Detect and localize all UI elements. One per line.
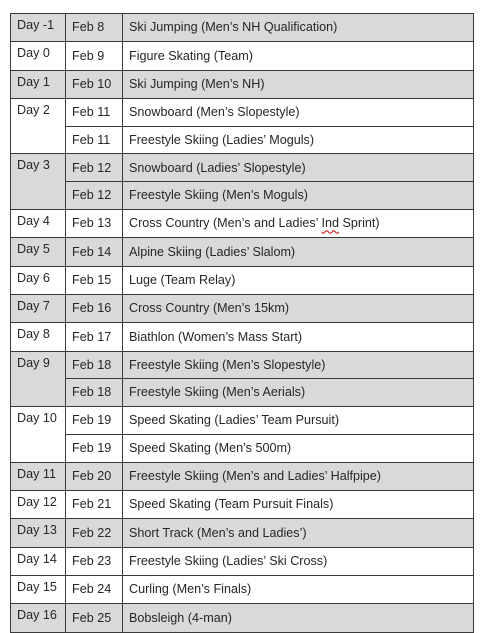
schedule-table <box>10 13 474 633</box>
date-cell: Feb 25 <box>66 604 123 632</box>
table-row <box>11 266 474 294</box>
event-cell: Figure Skating (Team) <box>123 42 474 70</box>
day-cell <box>11 379 66 407</box>
date-cell: Feb 12 <box>66 182 123 210</box>
table-row <box>11 210 474 238</box>
day-cell: Day 15 <box>11 575 66 603</box>
day-cell: Day 6 <box>11 266 66 294</box>
table-row <box>11 462 474 490</box>
event-cell: Curling (Men’s Finals) <box>123 575 474 603</box>
table-row <box>11 407 474 435</box>
date-cell: Feb 19 <box>66 407 123 435</box>
event-text-prefix: Cross Country (Men’s and Ladies’ <box>129 216 322 231</box>
table-row <box>11 154 474 182</box>
day-cell: Day 16 <box>11 604 66 632</box>
table-row <box>11 604 474 632</box>
day-cell: Day 4 <box>11 210 66 238</box>
day-cell <box>11 434 66 462</box>
date-cell: Feb 19 <box>66 434 123 462</box>
date-cell: Feb 23 <box>66 547 123 575</box>
date-cell: Feb 21 <box>66 491 123 519</box>
event-cell: Ski Jumping (Men’s NH Qualification) <box>123 14 474 42</box>
date-cell: Feb 16 <box>66 294 123 322</box>
date-cell: Feb 11 <box>66 98 123 126</box>
event-cell: Snowboard (Ladies’ Slopestyle) <box>123 154 474 182</box>
event-cell: Luge (Team Relay) <box>123 266 474 294</box>
event-text-suffix: Sprint) <box>339 216 380 231</box>
table-row <box>11 434 474 462</box>
date-cell: Feb 12 <box>66 154 123 182</box>
day-cell <box>11 182 66 210</box>
event-cell: Biathlon (Women’s Mass Start) <box>123 323 474 351</box>
event-cell: Freestyle Skiing (Men’s Aerials) <box>123 379 474 407</box>
event-cell: Bobsleigh (4-man) <box>123 604 474 632</box>
event-cell <box>123 210 474 238</box>
date-cell: Feb 15 <box>66 266 123 294</box>
day-cell: Day 5 <box>11 238 66 266</box>
date-cell: Feb 20 <box>66 462 123 490</box>
event-cell: Speed Skating (Ladies’ Team Pursuit) <box>123 407 474 435</box>
event-cell: Cross Country (Men’s 15km) <box>123 294 474 322</box>
date-cell: Feb 18 <box>66 379 123 407</box>
day-cell: Day 9 <box>11 351 66 379</box>
date-cell: Feb 17 <box>66 323 123 351</box>
date-cell: Feb 13 <box>66 210 123 238</box>
table-row <box>11 126 474 154</box>
table-row <box>11 70 474 98</box>
day-cell: Day 2 <box>11 98 66 126</box>
date-cell: Feb 11 <box>66 126 123 154</box>
table-row <box>11 294 474 322</box>
event-cell: Alpine Skiing (Ladies’ Slalom) <box>123 238 474 266</box>
table-row <box>11 98 474 126</box>
table-row <box>11 379 474 407</box>
table-row <box>11 14 474 42</box>
date-cell: Feb 18 <box>66 351 123 379</box>
date-cell: Feb 10 <box>66 70 123 98</box>
event-cell: Speed Skating (Team Pursuit Finals) <box>123 491 474 519</box>
event-cell: Freestyle Skiing (Men’s Moguls) <box>123 182 474 210</box>
table-row <box>11 238 474 266</box>
table-row <box>11 519 474 547</box>
date-cell: Feb 8 <box>66 14 123 42</box>
event-cell: Freestyle Skiing (Men’s Slopestyle) <box>123 351 474 379</box>
day-cell: Day 7 <box>11 294 66 322</box>
table-row <box>11 351 474 379</box>
event-cell: Short Track (Men’s and Ladies’) <box>123 519 474 547</box>
table-row <box>11 491 474 519</box>
day-cell: Day -1 <box>11 14 66 42</box>
day-cell <box>11 126 66 154</box>
event-cell: Freestyle Skiing (Ladies’ Moguls) <box>123 126 474 154</box>
day-cell: Day 1 <box>11 70 66 98</box>
day-cell: Day 8 <box>11 323 66 351</box>
event-cell: Snowboard (Men’s Slopestyle) <box>123 98 474 126</box>
date-cell: Feb 14 <box>66 238 123 266</box>
table-row <box>11 575 474 603</box>
spellcheck-flagged-word: Ind <box>321 216 340 231</box>
event-cell: Ski Jumping (Men’s NH) <box>123 70 474 98</box>
date-cell: Feb 22 <box>66 519 123 547</box>
date-cell: Feb 24 <box>66 575 123 603</box>
day-cell: Day 14 <box>11 547 66 575</box>
table-row <box>11 323 474 351</box>
event-cell: Freestyle Skiing (Ladies’ Ski Cross) <box>123 547 474 575</box>
event-cell: Freestyle Skiing (Men’s and Ladies’ Halfpipe) <box>123 462 474 490</box>
day-cell: Day 11 <box>11 462 66 490</box>
day-cell: Day 10 <box>11 407 66 435</box>
schedule-table-body <box>11 14 474 633</box>
date-cell: Feb 9 <box>66 42 123 70</box>
table-row <box>11 42 474 70</box>
day-cell: Day 3 <box>11 154 66 182</box>
table-row <box>11 547 474 575</box>
day-cell: Day 13 <box>11 519 66 547</box>
day-cell: Day 12 <box>11 491 66 519</box>
table-row <box>11 182 474 210</box>
event-cell: Speed Skating (Men’s 500m) <box>123 434 474 462</box>
day-cell: Day 0 <box>11 42 66 70</box>
